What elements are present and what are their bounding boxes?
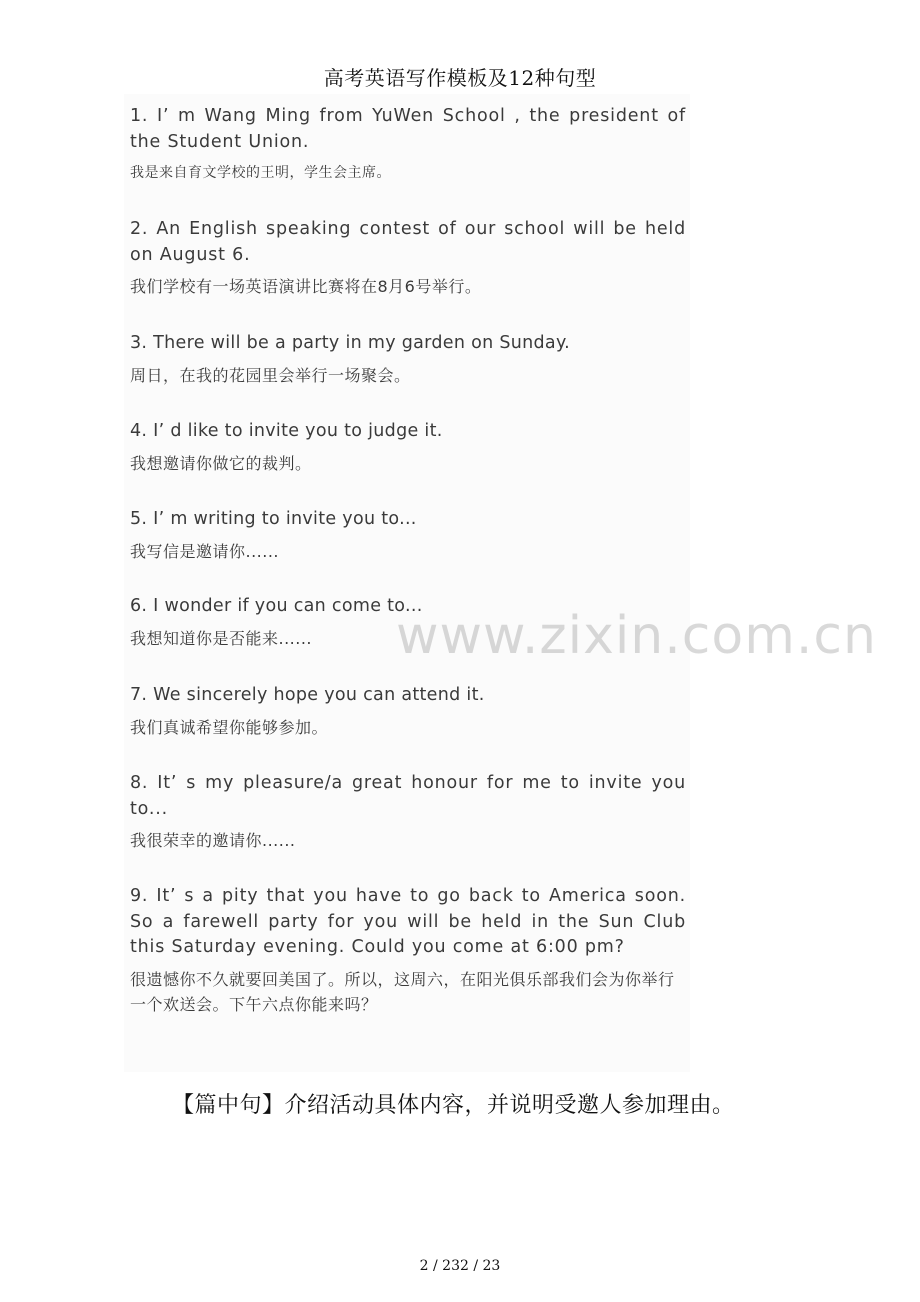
sentence-chinese: 周日，在我的花园里会举行一场聚会。 xyxy=(130,365,411,385)
sentence-english: 8. It’ s my pleasure/a great honour for me to invite you to... xyxy=(130,773,686,819)
sentence-item-7 xyxy=(130,683,686,740)
sentence-english: 3. There will be a party in my garden on Sunday. xyxy=(130,333,570,353)
sentence-item-2 xyxy=(130,217,686,299)
watermark: www.zixin.com.cn xyxy=(396,606,877,666)
sentence-chinese: 我写信是邀请你...... xyxy=(130,541,280,561)
scanned-sentence-image xyxy=(124,94,690,1072)
sentence-item-3 xyxy=(130,331,686,388)
sentence-item-9 xyxy=(130,884,686,1017)
sentence-english: 5. I’ m writing to invite you to... xyxy=(130,509,417,529)
sentence-english: 2. An English speaking contest of our school will be held on August 6. xyxy=(130,219,686,265)
section-heading: 【篇中句】介绍活动具体内容，并说明受邀人参加理由。 xyxy=(172,1093,735,1118)
sentence-item-5 xyxy=(130,507,686,564)
sentence-english: 4. I’ d like to invite you to judge it. xyxy=(130,421,443,441)
page-number: 2 / 232 / 23 xyxy=(419,1258,501,1274)
sentence-english: 7. We sincerely hope you can attend it. xyxy=(130,685,485,705)
sentence-item-4 xyxy=(130,419,686,476)
sentence-chinese: 我们学校有一场英语演讲比赛将在8月6号举行。 xyxy=(130,277,482,296)
sentence-chinese: 我想邀请你做它的裁判。 xyxy=(130,453,312,473)
page-title: 高考英语写作模板及12种句型 xyxy=(323,66,597,90)
sentence-english: 9. It’ s a pity that you have to go back to America soon. So a farewell party for you will be held in the Sun Club this Saturday evening. Could you come at 6:00 pm? xyxy=(130,886,686,957)
sentence-english: 6. I wonder if you can come to... xyxy=(130,596,423,616)
sentence-chinese: 我想知道你是否能来...... xyxy=(130,628,313,648)
sentence-item-1 xyxy=(130,104,686,186)
sentence-chinese: 我是来自育文学校的王明，学生会主席。 xyxy=(130,165,391,181)
sentence-chinese: 很遗憾你不久就要回美国了。所以，这周六，在阳光俱乐部我们会为你举行一个欢送会。下午六点你能来吗？ xyxy=(130,969,675,1014)
sentence-chinese: 我很荣幸的邀请你...... xyxy=(130,831,296,850)
sentence-english: 1. I’ m Wang Ming from YuWen School , the president of the Student Union. xyxy=(130,106,686,152)
sentence-item-8 xyxy=(130,771,686,853)
sentence-chinese: 我们真诚希望你能够参加。 xyxy=(130,717,329,737)
